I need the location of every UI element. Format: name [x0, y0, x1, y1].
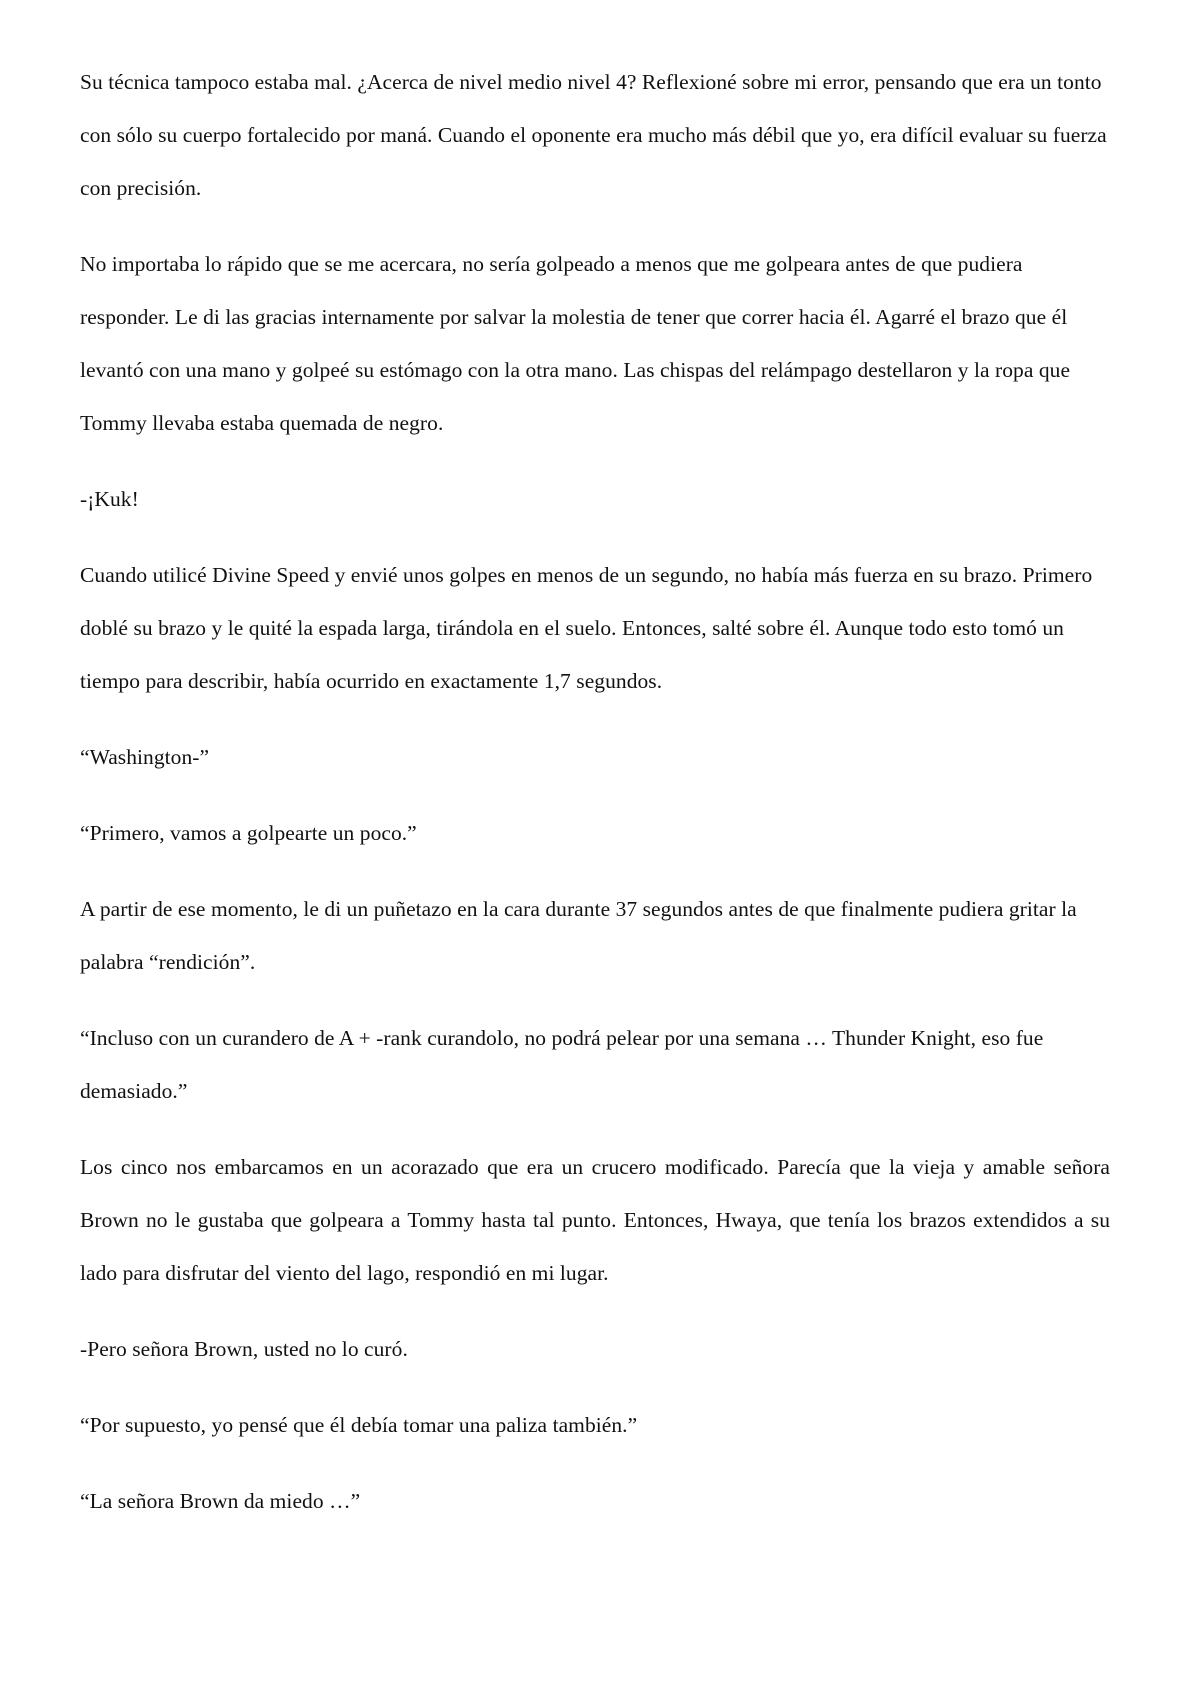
paragraph-2: No importaba lo rápido que se me acercara, no sería golpeado a menos que me golpeara antes de que pudiera responder. Le di las gracias internamente por salvar la molestia de tener que correr hacia él. Agarré el brazo que él levantó con una mano y golpeé su estómago con la otra mano. Las chispas del relámpago destellaron y la ropa que Tommy llevaba estaba quemada de negro.: [80, 252, 1071, 435]
paragraph-6: “Primero, vamos a golpearte un poco.”: [80, 821, 417, 845]
paragraph-12: “La señora Brown da miedo …”: [80, 1489, 361, 1513]
paragraph-9: Los cinco nos embarcamos en un acorazado que era un crucero modificado. Parecía que la vieja y amable señora Brown no le gustaba que golpeara a Tommy hasta tal punto. Entonces, Hwaya, que tenía los brazos extendidos a su lado para disfrutar del viento del lago, respondió en mi lugar.: [80, 1155, 1110, 1285]
paragraph-10: -Pero señora Brown, usted no lo curó.: [80, 1337, 408, 1361]
paragraph-11: “Por supuesto, yo pensé que él debía tomar una paliza también.”: [80, 1413, 638, 1437]
paragraph-5: “Washington-”: [80, 745, 210, 769]
paragraph-3: -¡Kuk!: [80, 487, 139, 511]
paragraph-4: Cuando utilicé Divine Speed y envié unos golpes en menos de un segundo, no había más fuerza en su brazo. Primero doblé su brazo y le quité la espada larga, tirándola en el suelo. Entonces, salté sobre él. Aunque todo esto tomó un tiempo para describir, había ocurrido en exactamente 1,7 segundos.: [80, 563, 1093, 693]
paragraph-1: Su técnica tampoco estaba mal. ¿Acerca de nivel medio nivel 4? Reflexioné sobre mi error, pensando que era un tonto con sólo su cuerpo fortalecido por maná. Cuando el oponente era mucho más débil que yo, era difícil evaluar su fuerza con precisión.: [80, 70, 1107, 200]
paragraph-8: “Incluso con un curandero de A + -rank curandolo, no podrá pelear por una semana … Thunder Knight, eso fue demasiado.”: [80, 1026, 1044, 1103]
paragraph-7: A partir de ese momento, le di un puñetazo en la cara durante 37 segundos antes de que finalmente pudiera gritar la palabra “rendición”.: [80, 897, 1077, 974]
